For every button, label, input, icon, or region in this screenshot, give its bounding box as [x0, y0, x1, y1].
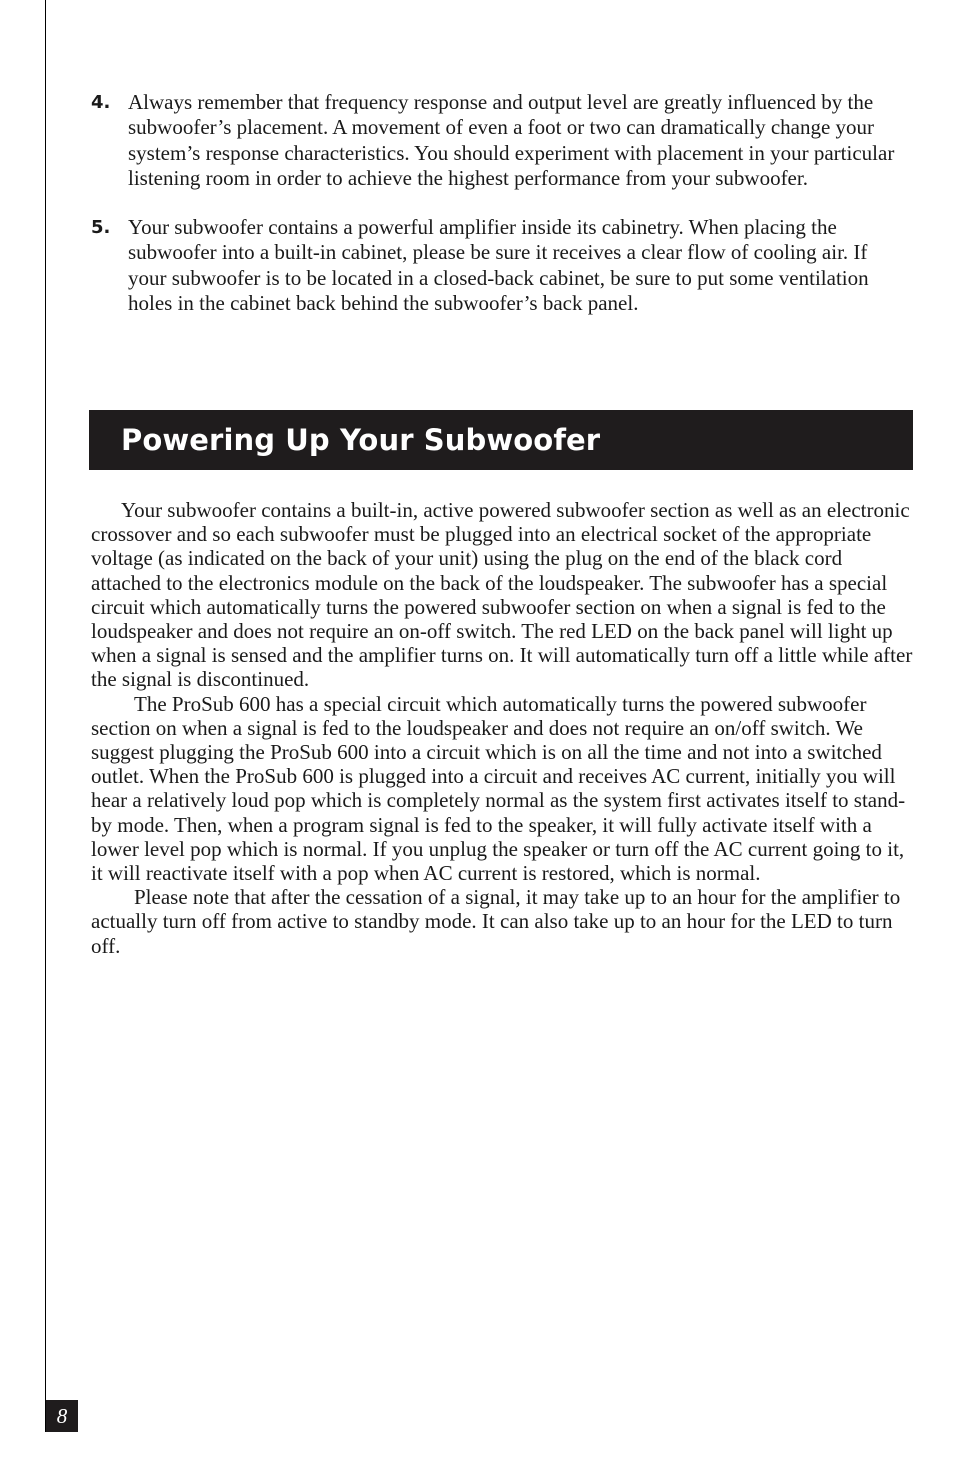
body-paragraph: Your subwoofer contains a built-in, active powered subwoofer section as well as an electronic crossover and so each subwoofer must be plugged into an electrical socket of the appropriate voltage (as indicated on the back of your unit) using the plug on the end of the black cord attached to the electronics module on the back of the loudspeaker. The subwoofer has a special circuit which automatically turns the powered subwoofer section on when a signal is fed to the loudspeaker and does not require an on-off switch. The red LED on the back panel will light up when a signal is sensed and the amplifier turns on. It will automatically turn off a little while after the signal is discontinued.: [91, 498, 913, 692]
section-body: [91, 498, 913, 958]
list-item-number: 5.: [91, 217, 111, 239]
page-number-box: [46, 1400, 78, 1432]
list-item-text: Always remember that frequency response and output level are greatly influenced by the subwoofer’s placement. A movement of even a foot or two can dramatically change your system’s response characteristics. You should experiment with placement in your particular listening room in order to achieve the highest performance from your subwoofer.: [128, 90, 895, 190]
section-header-bar: [89, 410, 913, 470]
list-item-number: 4.: [91, 92, 111, 113]
page-number: 8: [56, 1403, 68, 1428]
body-paragraph: Please note that after the cessation of a signal, it may take up to an hour for the amplifier to actually turn off from active to standby mode. It can also take up to an hour for the LED to turn off.: [91, 885, 901, 958]
margin-rule: [45, 0, 46, 1432]
instruction-list: [91, 90, 901, 340]
body-paragraph: The ProSub 600 has a special circuit which automatically turns the powered subwoofer section on when a signal is fed to the loudspeaker and does not require an on/off switch. We suggest plugging the ProSub 600 into a circuit which is on all the time and not into a switched outlet. When the ProSub 600 is plugged into a circuit and receives AC current, initially you will hear a relatively loud pop which is completely normal as the system first activates itself to stand-by mode. Then, when a program signal is fed to the speaker, it will fully activate itself with a lower level pop which is normal. If you unplug the speaker or turn off the AC current going to it, it will reactivate itself with a pop when AC current is restored, which is normal.: [91, 691, 906, 886]
list-item: [91, 215, 901, 316]
section-title: Powering Up Your Subwoofer: [121, 423, 601, 457]
list-item-text: Your subwoofer contains a powerful amplifier inside its cabinetry. When placing the subwoofer into a built-in cabinet, please be sure it receives a clear flow of cooling air. If your subwoofer is to be located in a closed-back cabinet, be sure to put some ventilation holes in the cabinet back behind the subwoofer’s back panel.: [128, 215, 869, 316]
list-item: [91, 90, 901, 191]
